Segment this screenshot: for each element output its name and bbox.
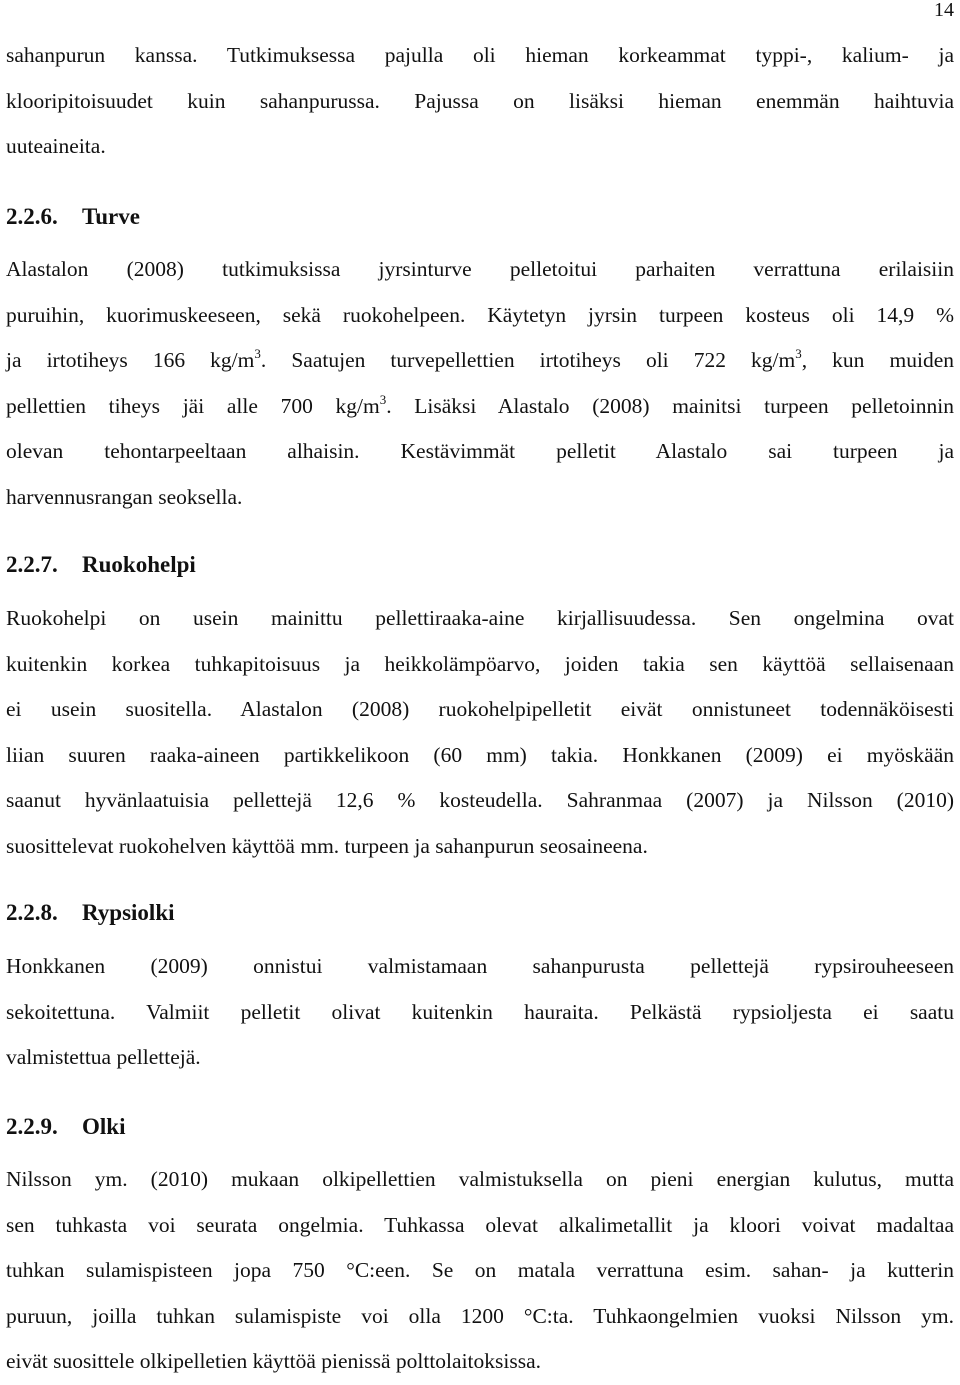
paragraph-line: puruihin, kuorimuskeeseen, sekä ruokohelpeen. Käytetyn jyrsin turpeen kosteus oli 14,9 %	[6, 302, 954, 327]
paragraph-line: olevan tehontarpeeltaan alhaisin. Kestävimmät pelletit Alastalo sai turpeen ja	[6, 439, 954, 463]
intro-paragraph	[6, 33, 954, 170]
superscript: 3	[254, 346, 261, 361]
section-paragraph-olki	[6, 1157, 954, 1385]
section-title: Turve	[82, 204, 140, 229]
paragraph-line: Nilsson ym. (2010) mukaan olkipellettien valmistuksella on pieni energian kulutus, mutta	[6, 1167, 954, 1191]
paragraph-line: sahanpurun kanssa. Tutkimuksessa pajulla oli hieman korkeammat typpi-, kalium- ja	[6, 43, 954, 67]
section-paragraph-ruokohelpi	[6, 596, 954, 869]
section-heading-turve	[6, 202, 140, 232]
paragraph-line: ei usein suositella. Alastalon (2008) ruokohelpipelletit eivät onnistuneet todennäköisesti	[6, 697, 954, 721]
section-number: 2.2.6.	[6, 204, 58, 229]
paragraph-line: sen tuhkasta voi seurata ongelmia. Tuhkassa olevat alkalimetallit ja kloori voivat madaltaa	[6, 1212, 954, 1237]
paragraph-line: harvennusrangan seoksella.	[6, 484, 243, 509]
paragraph-line: Alastalon (2008) tutkimuksissa jyrsinturve pelletoitui parhaiten verrattuna erilaisiin	[6, 257, 954, 281]
paragraph-line: tuhkan sulamispisteen jopa 750 °C:een. Se on matala verrattuna esim. sahan- ja kutterin	[6, 1258, 954, 1282]
section-number: 2.2.8.	[6, 900, 58, 925]
paragraph-line: valmistettua pellettejä.	[6, 1045, 201, 1069]
section-title: Olki	[82, 1114, 126, 1139]
section-title: Ruokohelpi	[82, 552, 196, 577]
section-number: 2.2.7.	[6, 552, 58, 577]
paragraph-line: sekoitettuna. Valmiit pelletit olivat kuitenkin hauraita. Pelkästä rypsioljesta ei saatu	[6, 999, 954, 1024]
paragraph-line: kuitenkin korkea tuhkapitoisuus ja heikkolämpöarvo, joiden takia sen käyttöä sellaisenaan	[6, 651, 954, 676]
paragraph-line: puruun, joilla tuhkan sulamispiste voi olla 1200 °C:ta. Tuhkaongelmien vuoksi Nilsson ym.	[6, 1303, 954, 1328]
paragraph-line: ja irtotiheys 166 $kg/m^3$. Saatujen turvepellettien irtotiheys oli 722 $kg/m^3$, kun muiden	[6, 346, 954, 372]
section-heading-rypsiolki	[6, 898, 175, 928]
section-number: 2.2.9.	[6, 1114, 58, 1139]
section-title: Rypsiolki	[82, 900, 175, 925]
section-heading-ruokohelpi	[6, 550, 196, 580]
superscript: 3	[795, 346, 802, 361]
section-heading-olki	[6, 1112, 125, 1142]
paragraph-line: Honkkanen (2009) onnistui valmistamaan sahanpurusta pellettejä rypsirouheeseen	[6, 954, 954, 978]
paragraph-line: eivät suosittele olkipelletien käyttöä pienissä polttolaitoksissa.	[6, 1349, 542, 1373]
paragraph-line: saanut hyvänlaatuisia pellettejä 12,6 % kosteudella. Sahranmaa (2007) ja Nilsson (2010)	[6, 788, 954, 812]
paragraph-line: liian suuren raaka-aineen partikkelikoon (60 mm) takia. Honkkanen (2009) ei myöskään	[6, 742, 954, 767]
paragraph-line: uuteaineita.	[6, 134, 106, 158]
paragraph-line: klooripitoisuudet kuin sahanpurussa. Pajussa on lisäksi hieman enemmän haihtuvia	[6, 88, 954, 113]
section-paragraph-rypsiolki	[6, 944, 954, 1081]
section-paragraph-turve	[6, 247, 954, 520]
superscript: 3	[379, 391, 387, 407]
paragraph-line: Ruokohelpi on usein mainittu pellettiraaka-aine kirjallisuudessa. Sen ongelmina ovat	[6, 606, 954, 630]
paragraph-line: pellettien tiheys jäi alle 700 $kg/m^3$. Lisäksi Alastalo (2008) mainitsi turpeen pelletoinnin	[6, 391, 954, 418]
page-number: 14	[934, 0, 954, 21]
paragraph-line: suosittelevat ruokohelven käyttöä mm. turpeen ja sahanpurun seosaineena.	[6, 833, 648, 858]
